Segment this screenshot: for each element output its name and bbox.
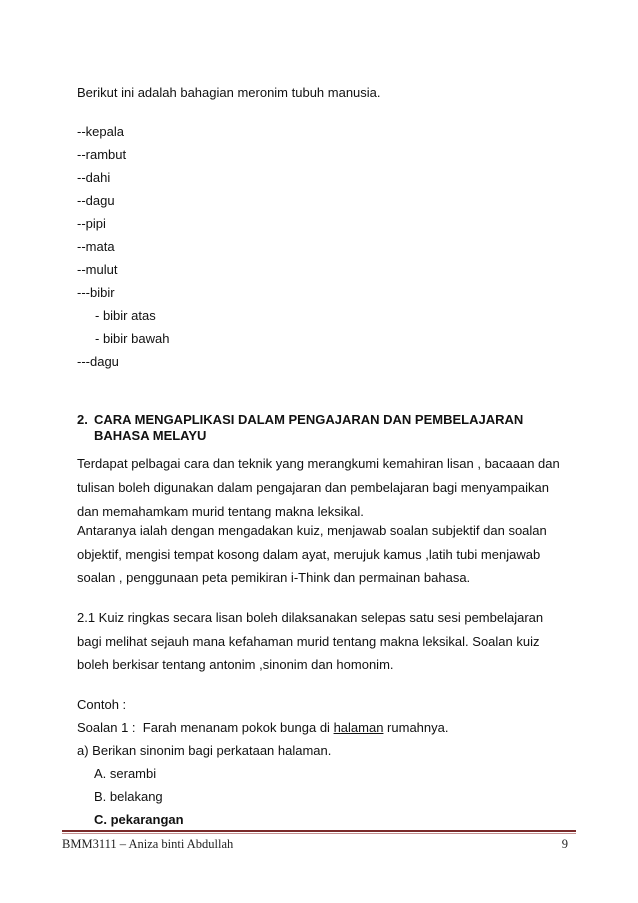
option-b: B. belakang <box>94 789 163 804</box>
paragraph-line: bagi melihat sejauh mana kefahaman murid tentang makna leksikal. Soalan kuiz <box>77 634 540 649</box>
section-title-line2: BAHASA MELAYU <box>94 428 207 443</box>
section-number: 2. <box>77 412 88 427</box>
option-answer: C. pekarangan <box>94 812 184 827</box>
footer-divider <box>62 830 576 832</box>
footer-left: BMM3111 – Aniza binti Abdullah <box>62 837 234 851</box>
list-item: --dagu <box>77 193 115 208</box>
paragraph-line: tulisan boleh digunakan dalam pengajaran dan pembelajaran bagi menyampaikan <box>77 480 549 495</box>
question-prefix: Soalan 1 : Farah menanam pokok bunga di <box>77 720 334 735</box>
paragraph-line: boleh berkisar tentang antonim ,sinonim dan homonim. <box>77 657 394 672</box>
list-item: --pipi <box>77 216 106 231</box>
paragraph-line: 2.1 Kuiz ringkas secara lisan boleh dilaksanakan selepas satu sesi pembelajaran <box>77 610 544 625</box>
paragraph-line: dan memahamkam murid tentang makna leksikal. <box>77 504 364 519</box>
paragraph-line: Terdapat pelbagai cara dan teknik yang merangkumi kemahiran lisan , bacaaan dan <box>77 456 560 471</box>
paragraph-line: objektif, mengisi tempat kosong dalam ayat, merujuk kamus ,latih tubi menjawab <box>77 547 541 562</box>
list-item: --rambut <box>77 147 127 162</box>
example-heading: Contoh : <box>77 697 127 712</box>
list-item: --mata <box>77 239 115 254</box>
underlined-word: halaman <box>333 720 384 735</box>
list-item: ---bibir <box>77 285 115 300</box>
intro-text: Berikut ini adalah bahagian meronim tubuh manusia. <box>77 85 381 100</box>
option-a: A. serambi <box>94 766 157 781</box>
list-item: --mulut <box>77 262 118 277</box>
question-suffix: rumahnya. <box>383 720 449 735</box>
section-title-line1: CARA MENGAPLIKASI DALAM PENGAJARAN DAN PEMBELAJARAN <box>94 412 524 427</box>
list-item: ---dagu <box>77 354 119 369</box>
list-item: --kepala <box>77 124 124 139</box>
page-number: 9 <box>561 837 568 851</box>
list-item: --dahi <box>77 170 111 185</box>
list-subitem: - bibir atas <box>95 308 156 323</box>
paragraph-line: soalan , penggunaan peta pemikiran i-Think dan permainan bahasa. <box>77 570 471 585</box>
list-subitem: - bibir bawah <box>95 331 170 346</box>
question-1 <box>77 720 448 736</box>
footer-divider-thin <box>62 833 576 834</box>
paragraph-line: Antaranya ialah dengan mengadakan kuiz, menjawab soalan subjektif dan soalan <box>77 523 547 538</box>
question-part-a: a) Berikan sinonim bagi perkataan halaman. <box>77 743 332 758</box>
